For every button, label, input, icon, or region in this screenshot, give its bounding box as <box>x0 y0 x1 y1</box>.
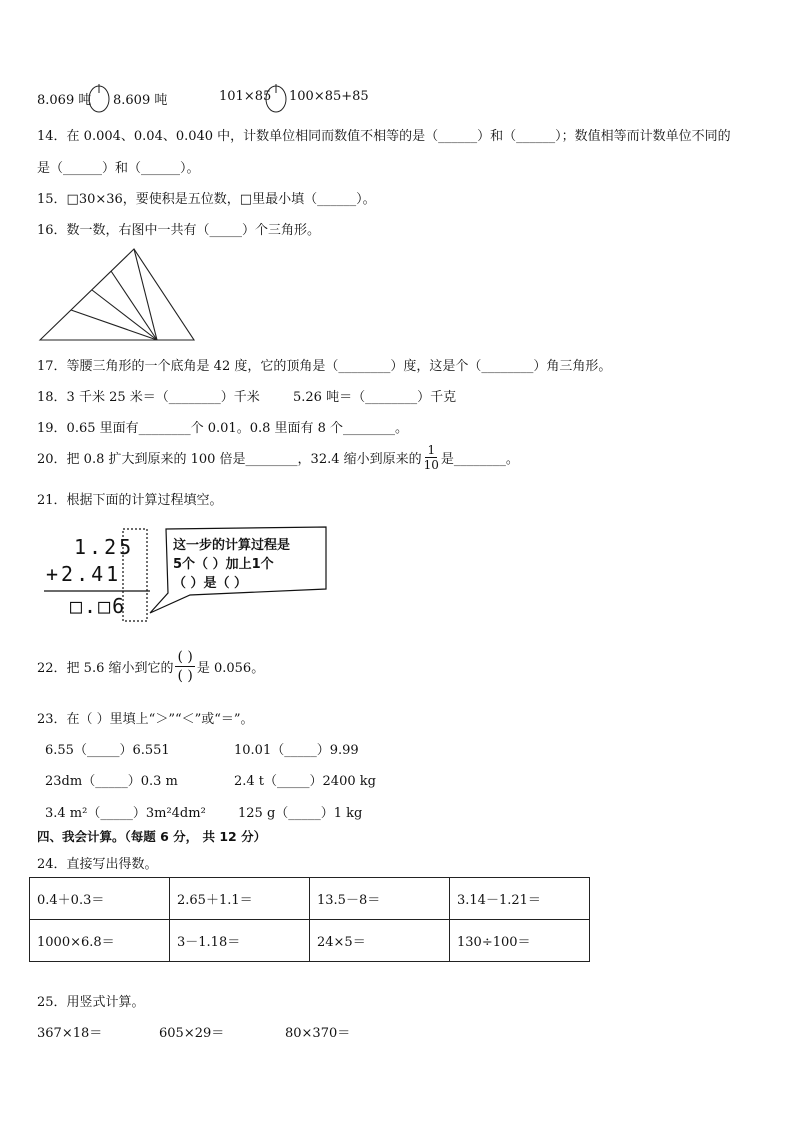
table-cell[interactable]: 3.14－1.21＝ <box>450 878 590 920</box>
q15-text: 15．□30×36，要使积是五位数，□里最小填（______）。 <box>37 192 376 207</box>
q13-right-a: 101×85 <box>219 89 272 104</box>
q21-bubble <box>173 536 290 593</box>
table-cell[interactable]: 24×5＝ <box>310 920 450 962</box>
q21-result: □.□6 <box>70 594 127 618</box>
q24-title: 24．直接写出得数。 <box>37 857 158 872</box>
q22-before: 22．把 5.6 缩小到它的 <box>37 661 174 676</box>
q21-bubble-line1: 这一步的计算过程是 <box>173 538 291 553</box>
triangle-figure <box>37 246 197 344</box>
table-cell[interactable]: 130÷100＝ <box>450 920 590 962</box>
q18-part1: 18．3 千米 25 米＝（________）千米 <box>37 390 260 405</box>
table-cell[interactable]: 3－1.18＝ <box>170 920 310 962</box>
q17-text: 17．等腰三角形的一个底角是 42 度，它的顶角是（________）度，这是个（________）角三角形。 <box>37 359 612 374</box>
section-heading: 四、我会计算。（每题 6 分， 共 12 分） <box>37 829 267 844</box>
q20-fraction <box>424 443 439 472</box>
q23-item[interactable]: 23dm（_____）0.3 m <box>45 774 178 789</box>
table-row <box>30 878 590 920</box>
q13-left: 8.069 吨 <box>37 93 92 108</box>
q20-frac-den: 10 <box>423 458 439 472</box>
q23-item[interactable]: 6.55（_____）6.551 <box>45 743 170 758</box>
q16-text: 16．数一数，右图中一共有（_____）个三角形。 <box>37 223 321 238</box>
table-cell[interactable]: 2.65＋1.1＝ <box>170 878 310 920</box>
table-cell[interactable]: 13.5－8＝ <box>310 878 450 920</box>
q18-part2: 5.26 吨＝（________）千克 <box>293 390 457 405</box>
q19-text: 19．0.65 里面有________个 0.01。0.8 里面有 8 个________。 <box>37 421 409 436</box>
q24-table <box>29 877 590 962</box>
q13-mid: 8.609 吨 <box>113 93 168 108</box>
q25-item[interactable]: 367×18＝ <box>37 1026 103 1041</box>
q21-row2: +2.41 <box>46 562 122 586</box>
q25-item[interactable]: 605×29＝ <box>159 1026 225 1041</box>
q20-before: 20．把 0.8 扩大到原来的 100 倍是________，32.4 缩小到原来的 <box>37 452 422 467</box>
q22-row <box>37 648 264 685</box>
compare-circle-1[interactable] <box>88 83 110 113</box>
q21-bubble-line2: 5个（ ）加上1个 <box>173 557 274 572</box>
q23-item[interactable]: 3.4 m²（_____）3m²4dm² <box>45 806 206 821</box>
q20-row <box>37 443 519 472</box>
q23-item[interactable]: 125 g（_____）1 kg <box>238 806 363 821</box>
q20-after: 是________。 <box>440 452 519 467</box>
table-cell[interactable]: 1000×6.8＝ <box>30 920 170 962</box>
compare-circle-2[interactable] <box>265 83 287 113</box>
q23-title: 23．在（ ）里填上“＞”“＜”或“＝”。 <box>37 712 254 727</box>
q14-line1: 14．在 0.004、0.04、0.040 中，计数单位相同而数值不相等的是（______）和（______）；数值相等而计数单位不同的 <box>37 129 731 144</box>
q13-right-b: 100×85+85 <box>289 89 369 104</box>
q14-line2: 是（______）和（______）。 <box>37 161 200 176</box>
q20-frac-num: 1 <box>427 443 436 457</box>
q21-title: 21．根据下面的计算过程填空。 <box>37 493 223 508</box>
q22-fraction <box>175 648 194 685</box>
q22-frac-num[interactable]: ( ) <box>177 649 193 665</box>
table-row <box>30 920 590 962</box>
q25-item[interactable]: 80×370＝ <box>285 1026 351 1041</box>
q22-frac-den[interactable]: ( ) <box>177 668 193 684</box>
q23-item[interactable]: 10.01（_____）9.99 <box>234 743 359 758</box>
q23-item[interactable]: 2.4 t（_____）2400 kg <box>234 774 376 789</box>
q22-after: 是 0.056。 <box>196 661 265 676</box>
q21-row1: 1.25 <box>74 535 135 559</box>
table-cell[interactable]: 0.4＋0.3＝ <box>30 878 170 920</box>
q21-bubble-line3: （ ）是（ ） <box>173 576 248 591</box>
q25-title: 25．用竖式计算。 <box>37 995 145 1010</box>
